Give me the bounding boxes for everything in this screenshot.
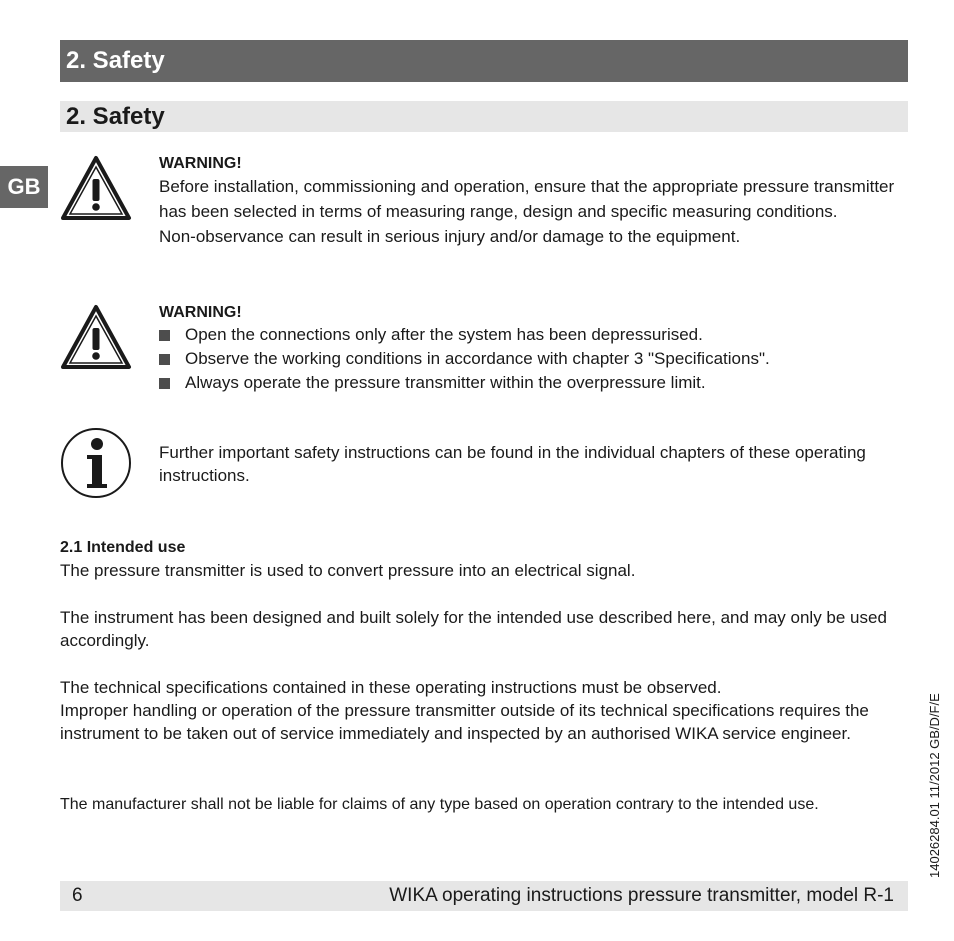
list-item: Always operate the pressure transmitter within the overpressure limit.	[159, 371, 909, 395]
warning-list	[159, 323, 909, 395]
warning-title: WARNING!	[159, 304, 242, 321]
paragraph-block	[60, 793, 910, 816]
list-item: Open the connections only after the system has been depressurised.	[159, 323, 909, 347]
info-block	[159, 441, 909, 487]
page-number: 6	[72, 885, 83, 906]
section-title: 2. Safety	[66, 103, 165, 130]
paragraph-block	[60, 606, 910, 652]
subsection-heading: 2.1 Intended use	[60, 539, 186, 556]
warning-title: WARNING!	[159, 155, 242, 172]
paragraph: The instrument has been designed and built solely for the intended use described here, and may only be used accordingly.	[60, 608, 887, 650]
chapter-header	[60, 40, 908, 82]
paragraph: The manufacturer shall not be liable for claims of any type based on operation contrary to the intended use.	[60, 796, 819, 813]
paragraph: Improper handling or operation of the pressure transmitter outside of its technical specifications requires the instrument to be taken out of service immediately and inspected by an authorised WIKA service engineer.	[60, 701, 869, 743]
paragraph: The technical specifications contained in these operating instructions must be observed.	[60, 678, 722, 697]
warning-triangle-icon	[60, 155, 132, 221]
page-footer	[60, 881, 908, 911]
info-text: Further important safety instructions can be found in the individual chapters of these operating instructions.	[159, 443, 866, 485]
list-item: Observe the working conditions in accordance with chapter 3 "Specifications".	[159, 347, 909, 371]
language-tab: GB	[0, 166, 48, 208]
info-icon	[60, 427, 132, 499]
warning-block-1	[159, 154, 909, 249]
paragraph-block	[60, 676, 910, 745]
document-code: 14026284.01 11/2012 GB/D/F/E	[927, 693, 942, 878]
warning-triangle-icon	[60, 304, 132, 370]
warning-text: Non-observance can result in serious injury and/or damage to the equipment.	[159, 227, 741, 246]
chapter-title: 2. Safety	[66, 47, 165, 74]
document-title: WIKA operating instructions pressure transmitter, model R-1	[389, 885, 894, 906]
paragraph: The pressure transmitter is used to convert pressure into an electrical signal.	[60, 561, 636, 580]
section-header	[60, 101, 908, 132]
warning-block-2	[159, 303, 909, 395]
intended-use-section	[60, 536, 910, 582]
warning-text: Before installation, commissioning and operation, ensure that the appropriate pressure transmitter has been selected in terms of measuring range, design and specific measuring conditions.	[159, 177, 895, 221]
